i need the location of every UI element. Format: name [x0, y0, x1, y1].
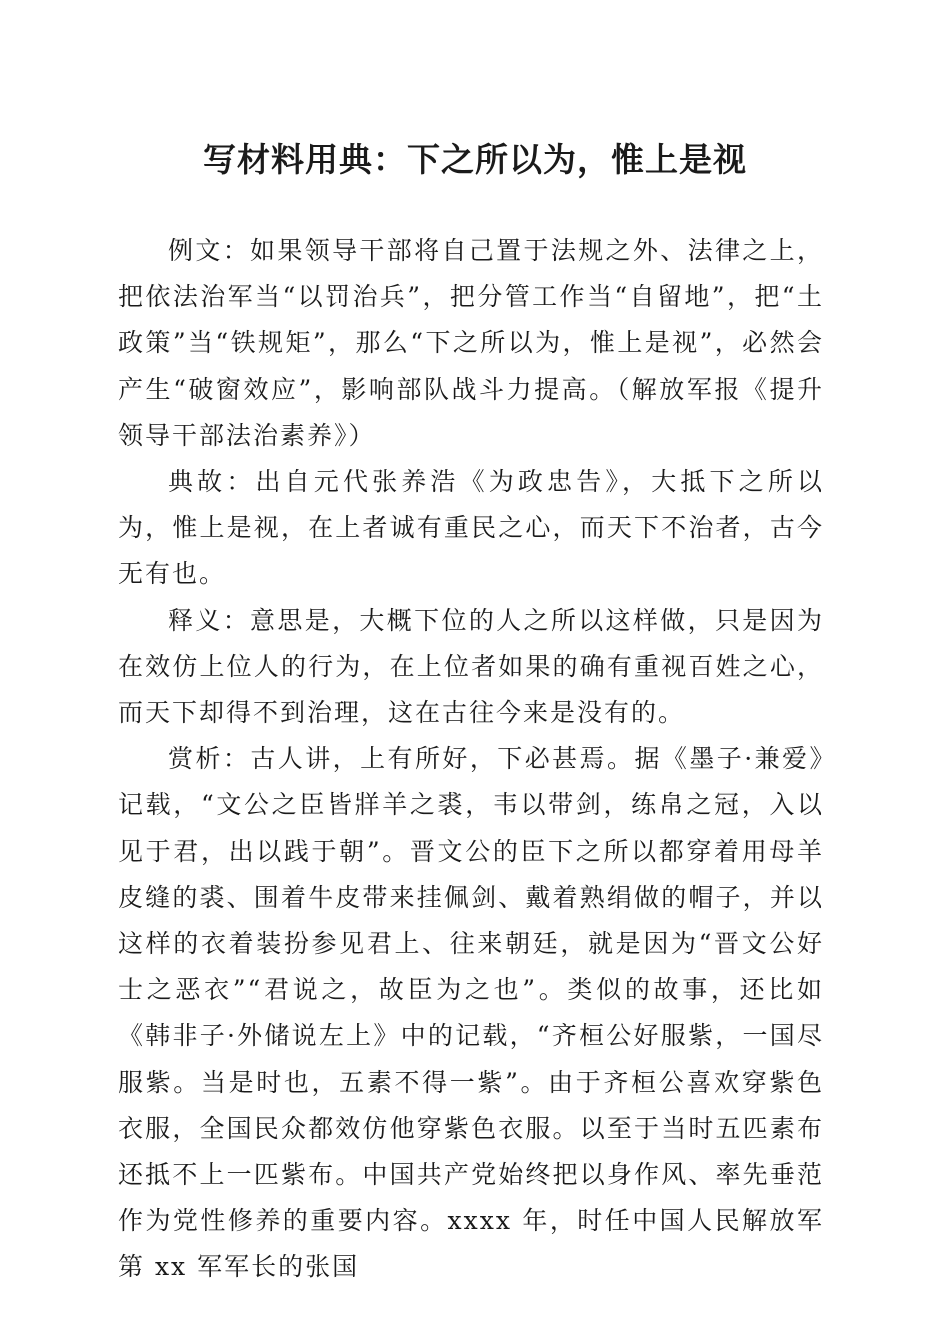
paragraph-allusion: 典故：出自元代张养浩《为政忠告》，大抵下之所以为，惟上是视，在上者诚有重民之心，而天下不治者，古今无有也。	[118, 467, 824, 589]
document-body	[118, 228, 824, 1291]
paragraph-example: 例文：如果领导干部将自己置于法规之外、法律之上，把依法治军当“以罚治兵”，把分管工作当“自留地”，把“土政策”当“铁规矩”，那么“下之所以为，惟上是视”，必然会产生“破窗效应”，影响部队战斗力提高。（解放军报《提升领导干部法治素养》）	[118, 236, 824, 450]
page-title: 写材料用典：下之所以为，惟上是视	[203, 140, 747, 179]
paragraph-interpretation: 释义：意思是，大概下位的人之所以这样做，只是因为在效仿上位人的行为，在上位者如果的确有重视百姓之心，而天下却得不到治理，这在古往今来是没有的。	[118, 605, 824, 728]
paragraph-appreciation: 赏析：古人讲，上有所好，下必甚焉。据《墨子·兼爱》记载，“文公之臣皆牂羊之裘，韦以带剑，练帛之冠，入以见于君，出以践于朝”。晋文公的臣下之所以都穿着用母羊皮缝的裘、围着牛皮带来挂佩剑、戴着熟绢做的帽子，并以这样的衣着装扮参见君上、往来朝廷，就是因为“晋文公好士之恶衣”“君说之，故臣为之也”。类似的故事，还比如《韩非子·外储说左上》中的记载，“齐桓公好服紫，一国尽服紫。当是时也，五素不得一紫”。由于齐桓公喜欢穿紫色衣服，全国民众都效仿他穿紫色衣服。以至于当时五匹素布还抵不上一匹紫布。中国共产党始终把以身作风、率先垂范作为党性修养的重要内容。xxxx 年，时任中国人民解放军第 xx 军军长的张国	[118, 744, 824, 1282]
